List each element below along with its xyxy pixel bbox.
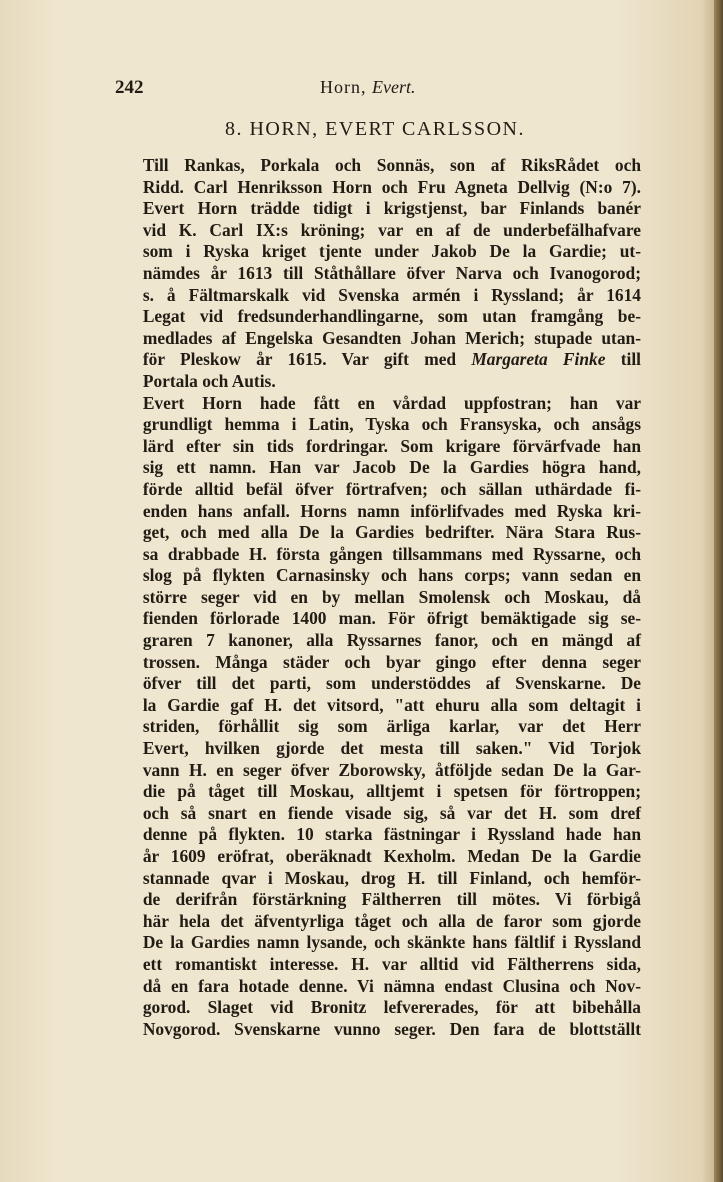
text-line: slog på flykten Carnasinsky och hans corps; vann sedan en: [142, 565, 641, 586]
text-line: öfver till det parti, som understöddes af Svenskarne. De: [142, 673, 641, 694]
text-line: de derifrån förstärkning Fältherren till mötes. Vi förbigå: [142, 889, 641, 910]
text-line: Ridd. Carl Henriksson Horn och Fru Agneta Dellvig (N:o 7).: [142, 176, 641, 197]
text-line: denne på flykten. 10 starka fästningar i Ryssland hade han: [142, 824, 641, 845]
text-line: vid K. Carl IX:s kröning; var en af de underbefälhafvare: [142, 219, 641, 240]
text-line: get, och med alla De la Gardies bedrifter. Nära Stara Rus-: [142, 522, 641, 543]
text-line-end: till: [605, 349, 641, 370]
text-line: och så snart en fiende visade sig, så var det H. som dref: [142, 802, 641, 823]
running-head-given-name: Evert.: [372, 77, 416, 97]
text-line: medlades af Engelska Gesandten Johan Merich; stupade utan-: [142, 327, 641, 348]
text-line: Evert Horn hade fått en vårdad uppfostran; han var: [142, 392, 641, 413]
text-line: s. å Fältmarskalk vid Svenska armén i Ryssland; år 1614: [142, 284, 641, 305]
text-line: sig ett namn. Han var Jacob De la Gardies högra hand,: [142, 457, 641, 478]
text-line: striden, förhållit sig som ärliga karlar, var det Herr: [142, 716, 641, 737]
text-line: Evert Horn trädde tidigt i krigstjenst, bar Finlands banér: [142, 198, 641, 219]
text-line: vann H. en seger öfver Zborowsky, åtföljde sedan De la Gar-: [142, 759, 641, 780]
text-line: Portala och Autis.: [142, 370, 276, 391]
running-head-name: Horn,: [320, 77, 372, 97]
page-edge: [714, 0, 723, 1182]
paragraph-1: [115, 155, 641, 393]
text-line: grundligt hemma i Latin, Tyska och Fransyska, och ansågs: [142, 414, 641, 435]
page-header: [115, 77, 635, 103]
text-line: här hela det äfventyrliga tåget och alla de faror som gjorde: [142, 910, 641, 931]
text-line: Novgorod. Svenskarne vunno seger. Den fara de blottställt: [142, 1018, 641, 1039]
text-line: som i Ryska kriget tjente under Jakob De la Gardie; ut-: [142, 241, 641, 262]
text-line: större seger vid en by mellan Smolensk och Moskau, då: [142, 586, 641, 607]
entry-body: [115, 155, 641, 1040]
text-line: Evert, hvilken gjorde det mesta till saken." Vid Torjok: [142, 738, 641, 759]
text-line: fienden förlorade 1400 man. För öfrigt bemäktigade sig se-: [142, 608, 641, 629]
wife-name: Margareta Finke: [471, 349, 606, 370]
text-line: ett romantiskt interesse. H. var alltid vid Fältherrens sida,: [142, 953, 641, 974]
text-line: graren 7 kanoner, alla Ryssarnes fanor, och en mängd af: [142, 630, 641, 651]
text-line: die på tåget till Moskau, alltjemt i spetsen för förtroppen;: [142, 781, 641, 802]
entry-title: 8. HORN, EVERT CARLSSON.: [224, 118, 525, 140]
text-line: enden hans anfall. Horns namn införlifvades med Ryska kri-: [142, 500, 641, 521]
text-line: Till Rankas, Porkala och Sonnäs, son af RiksRådet och: [142, 155, 641, 175]
text-line: då en fara hotade denne. Vi nämna endast Clusina och Nov-: [142, 975, 641, 996]
running-head: [320, 77, 415, 98]
text-line: la Gardie gaf H. det vitsord, "att ehuru alla som deltagit i: [142, 694, 641, 715]
text-line-start: för Pleskow år 1615. Var gift med: [142, 349, 472, 370]
text-line: Legat vid fredsunderhandlingarne, som utan framgång be-: [142, 306, 641, 327]
text-line: nämdes år 1613 till Ståthållare öfver Narva och Ivanogorod;: [142, 262, 641, 283]
text-line: lärd efter sin tids fordringar. Som krigare förvärfvade han: [142, 435, 641, 456]
text-line: gorod. Slaget vid Bronitz lefvererades, för att bibehålla: [142, 997, 641, 1018]
text-line: sa drabbade H. första gången tillsammans med Ryssarne, och: [142, 543, 641, 564]
text-line: stannade qvar i Moskau, drog H. till Finland, och hemför-: [142, 867, 641, 888]
page-number: 242: [115, 77, 144, 98]
paragraph-2: [115, 393, 641, 1041]
text-line: De la Gardies namn lysande, och skänkte hans fältlif i Ryssland: [142, 932, 641, 953]
text-line-wife: [115, 349, 641, 371]
text-line: förde alltid befäl öfver förtrafven; och sällan uthärdade fi-: [142, 478, 641, 499]
text-line: trossen. Många städer och byar gingo efter denna seger: [142, 651, 641, 672]
text-line: år 1609 eröfrat, oberäknadt Kexholm. Medan De la Gardie: [142, 846, 641, 866]
